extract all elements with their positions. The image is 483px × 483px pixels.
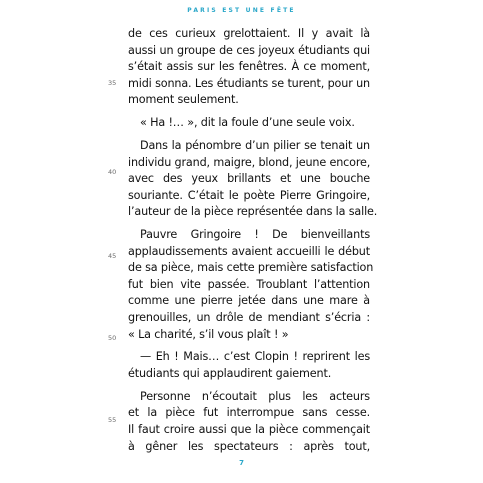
text-line: de sa pièce, mais cette première satisfaction <box>128 261 374 275</box>
text-line: comme une pierre jetée dans une mare à <box>128 294 370 308</box>
line-number-55: 55 <box>108 416 117 424</box>
text-line: moment seulement. <box>128 93 239 107</box>
running-header: PARIS EST UNE FÊTE <box>187 7 296 14</box>
text-line: fut bien vite passée. Troublant l’attention <box>128 277 370 291</box>
paragraph <box>128 349 370 382</box>
text-line: Personne n’écoutait plus les acteurs <box>140 389 370 403</box>
text-line: grenouilles, un drôle de mendiant s’écria : <box>128 311 370 325</box>
body-text <box>128 26 378 455</box>
text-line: — Eh ! Mais… c’est Clopin ! reprirent les <box>140 350 370 364</box>
text-line: Dans la pénombre d’un pilier se tenait un <box>140 138 370 152</box>
text-line: « La charité, s’il vous plaît ! » <box>128 327 289 341</box>
paragraph <box>128 227 374 343</box>
page-number: 7 <box>239 459 244 467</box>
text-line: midi sonna. Les étudiants se turent, pour un <box>128 76 370 90</box>
text-line: Il faut croire aussi que la pièce commençait <box>128 423 370 436</box>
line-number-50: 50 <box>108 334 117 342</box>
paragraph <box>128 26 370 109</box>
text-line: individu grand, maigre, blond, jeune encore, <box>128 155 371 169</box>
paragraph <box>128 138 378 221</box>
line-number-35: 35 <box>108 79 117 87</box>
text-line: à gêner les spectateurs : après tout, <box>128 439 370 453</box>
text-line: aussi un groupe de ces joyeux étudiants qui <box>128 43 370 57</box>
paragraph <box>128 115 370 132</box>
text-line: « Ha !… », dit la foule d’une seule voix. <box>140 116 355 130</box>
text-line: applaudissements avaient accueilli le début <box>128 244 370 258</box>
paragraph <box>128 389 370 455</box>
text-line: l’auteur de la pièce représentée dans la salle. <box>128 205 378 219</box>
text-line: avec des yeux brillants et une bouche <box>128 172 370 186</box>
text-line: souriante. C’était le poète Pierre Gringoire, <box>128 188 370 202</box>
text-line: Pauvre Gringoire ! De bienveillants <box>140 228 370 242</box>
line-number-40: 40 <box>108 168 117 176</box>
text-line: et la pièce fut interrompue sans cesse. <box>128 406 370 420</box>
text-line: s’était assis sur les fenêtres. À ce moment, <box>128 60 370 74</box>
text-line: étudiants qui applaudirent gaiement. <box>128 367 332 381</box>
line-number-45: 45 <box>108 252 117 260</box>
text-line: de ces curieux grelottaient. Il y avait là <box>128 27 370 40</box>
